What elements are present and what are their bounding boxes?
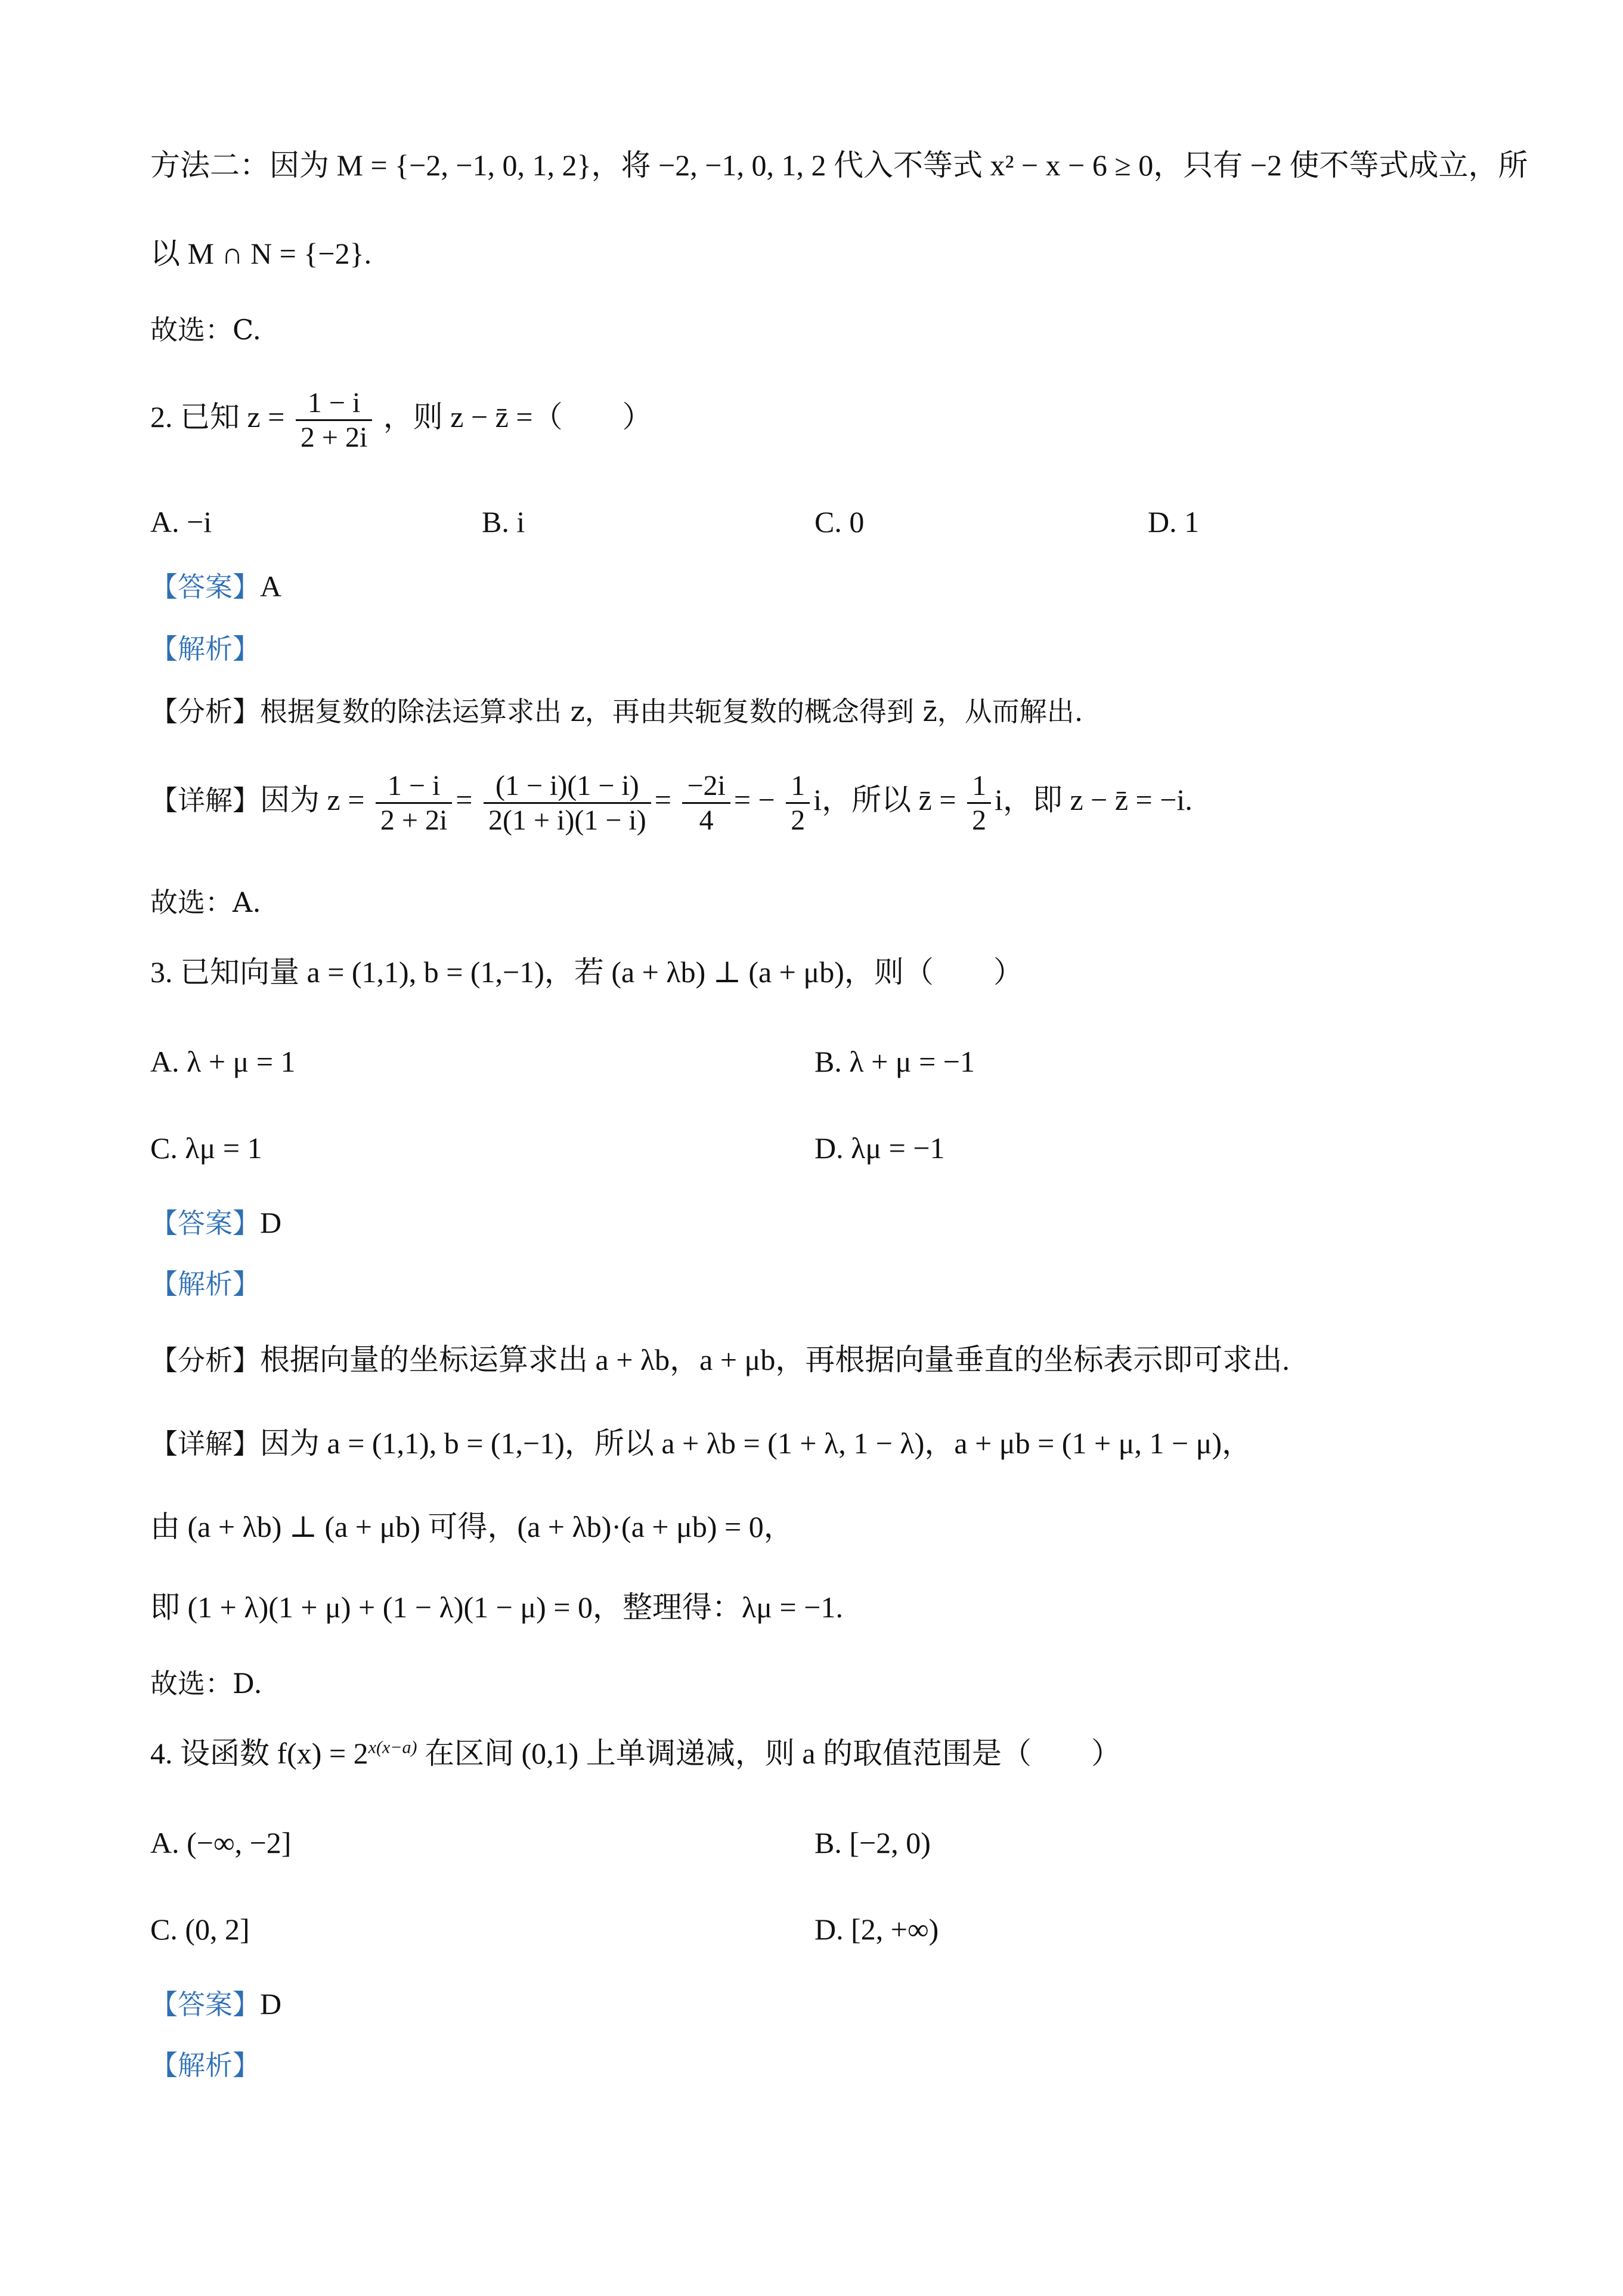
q4-answer-tag: 【答案】	[150, 1988, 260, 2020]
q3-analysis-tag: 【解析】	[150, 1268, 260, 1300]
q2-option-b: B. i	[482, 505, 525, 539]
q3-xiangjie-line-2: 由 (a + λb) ⊥ (a + μb) 可得，(a + λb)·(a + μb) = 0，	[150, 1510, 794, 1543]
q2-frac-num: 1 − i	[296, 386, 372, 421]
q2-xj-frac-1	[376, 769, 452, 837]
method2-choose: 故选：C.	[150, 314, 262, 346]
q2-xiangjie: 【详解】因为 z = $\frac{1 - i}{2 + 2i}$ = $\frac{(1 - i)(1 - i)}{2(1 + i)(1 - i)}$ = $\frac{-2i}{4}$ = − $\frac{1}{2}$ i，所以 z̄ = $\frac{1}{2}$ i，即 z − z̄ = −i.	[150, 770, 1193, 837]
q4-answer-value: D	[260, 1987, 282, 2020]
q2-xj-frac-4-den: 2	[791, 804, 806, 837]
q2-xj-frac-2-num: (1 − i)(1 − i)	[484, 769, 651, 804]
q3-xiangjie-line-3: 即 (1 + λ)(1 + μ) + (1 − λ)(1 − μ) = 0，整理得：λμ = −1.	[150, 1591, 843, 1624]
q2-xj-frac-1-den: 2 + 2i	[380, 804, 448, 837]
q2-fenxi	[150, 695, 1083, 728]
q2-xj-frac-3-num: −2i	[682, 769, 730, 804]
q4-option-c: C. (0, 2]	[150, 1913, 250, 1946]
q2-xj-frac-5-num: 1	[967, 769, 991, 804]
q3-option-d: D. λμ = −1	[814, 1131, 945, 1165]
q3-xiangjie-tag: 【详解】	[150, 1428, 260, 1460]
q4-option-a: A. (−∞, −2]	[150, 1826, 292, 1859]
q2-fenxi-tag: 【分析】	[150, 695, 260, 728]
q3-fenxi-tag: 【分析】	[150, 1344, 260, 1376]
q2-answer-tag: 【答案】	[150, 571, 260, 603]
q4-option-b: B. [−2, 0)	[814, 1826, 931, 1859]
q2-choose: 故选：A.	[150, 886, 261, 918]
q3-xj-1: 因为 a = (1,1), b = (1,−1)，所以 a + λb = (1 + λ, 1 − λ)，a + μb = (1 + μ, 1 − μ)，	[260, 1427, 1252, 1460]
q2-frac-den: 2 + 2i	[300, 422, 368, 454]
q3-fenxi	[150, 1345, 1290, 1375]
q2-xj-frac-2	[484, 769, 651, 837]
q2-answer	[150, 571, 281, 601]
q3-answer-tag: 【答案】	[150, 1207, 260, 1239]
q2-stem-fraction	[296, 386, 372, 454]
q2-stem-b: ，则 z − z̄ =（ ）	[383, 400, 652, 434]
method2-line-2: 以 M ∩ N = {−2}.	[150, 237, 372, 270]
q2-fenxi-text: 根据复数的除法运算求出 z，再由共轭复数的概念得到 z̄，从而解出.	[260, 695, 1083, 728]
q3-xiangjie-line-1	[150, 1428, 1252, 1458]
q4-stem-a: 4. 设函数 f(x) = 2	[150, 1737, 368, 1770]
q3-answer-value: D	[260, 1206, 282, 1239]
q3-fenxi-text: 根据向量的坐标运算求出 a + λb，a + μb，再根据向量垂直的坐标表示即可求出.	[260, 1343, 1290, 1376]
q2-option-c: C. 0	[814, 505, 865, 539]
q4-stem-b: 在区间 (0,1) 上单调递减，则 a 的取值范围是（ ）	[417, 1737, 1122, 1770]
q3-option-a: A. λ + μ = 1	[150, 1045, 296, 1078]
q2-xj-frac-3-den: 4	[699, 804, 714, 837]
q2-option-a: A. −i	[150, 505, 212, 539]
q2-option-d: D. 1	[1148, 505, 1200, 539]
q2-xj-frac-5	[967, 769, 991, 837]
q3-answer	[150, 1208, 281, 1237]
q2-xj-a: 因为 z =	[260, 783, 365, 817]
q2-answer-value: A	[260, 570, 282, 603]
q2-xj-frac-4-num: 1	[786, 769, 810, 804]
q4-option-d: D. [2, +∞)	[814, 1913, 939, 1946]
q2-xj-b: i，所以 z̄ =	[813, 783, 956, 817]
q2-xj-frac-1-num: 1 − i	[376, 769, 452, 804]
q4-answer	[150, 1989, 281, 2019]
q2-xj-frac-3	[682, 769, 730, 837]
method2-line-1: 方法二：因为 M = {−2, −1, 0, 1, 2}，将 −2, −1, 0, 1, 2 代入不等式 x² − x − 6 ≥ 0，只有 −2 使不等式成立，所	[150, 148, 1528, 182]
q3-stem: 3. 已知向量 a = (1,1), b = (1,−1)，若 (a + λb) ⊥ (a + μb)，则（ ）	[150, 955, 1023, 989]
q2-stem	[150, 386, 652, 454]
q4-analysis-tag: 【解析】	[150, 2049, 260, 2081]
q2-xj-frac-4	[786, 769, 810, 837]
q2-xiangjie-tag: 【详解】	[150, 784, 260, 817]
q2-stem-a: 2. 已知 z =	[150, 400, 285, 434]
q2-xj-frac-2-den: 2(1 + i)(1 − i)	[488, 804, 646, 837]
q4-stem-exponent: x(x−a)	[368, 1737, 417, 1757]
q3-option-b: B. λ + μ = −1	[814, 1045, 975, 1078]
q3-option-c: C. λμ = 1	[150, 1131, 262, 1165]
q2-xj-frac-5-den: 2	[972, 804, 987, 837]
q2-xj-c: i，即 z − z̄ = −i.	[995, 783, 1193, 817]
q3-choose: 故选：D.	[150, 1667, 262, 1700]
q4-stem	[150, 1738, 1121, 1768]
q2-analysis-tag: 【解析】	[150, 633, 260, 665]
